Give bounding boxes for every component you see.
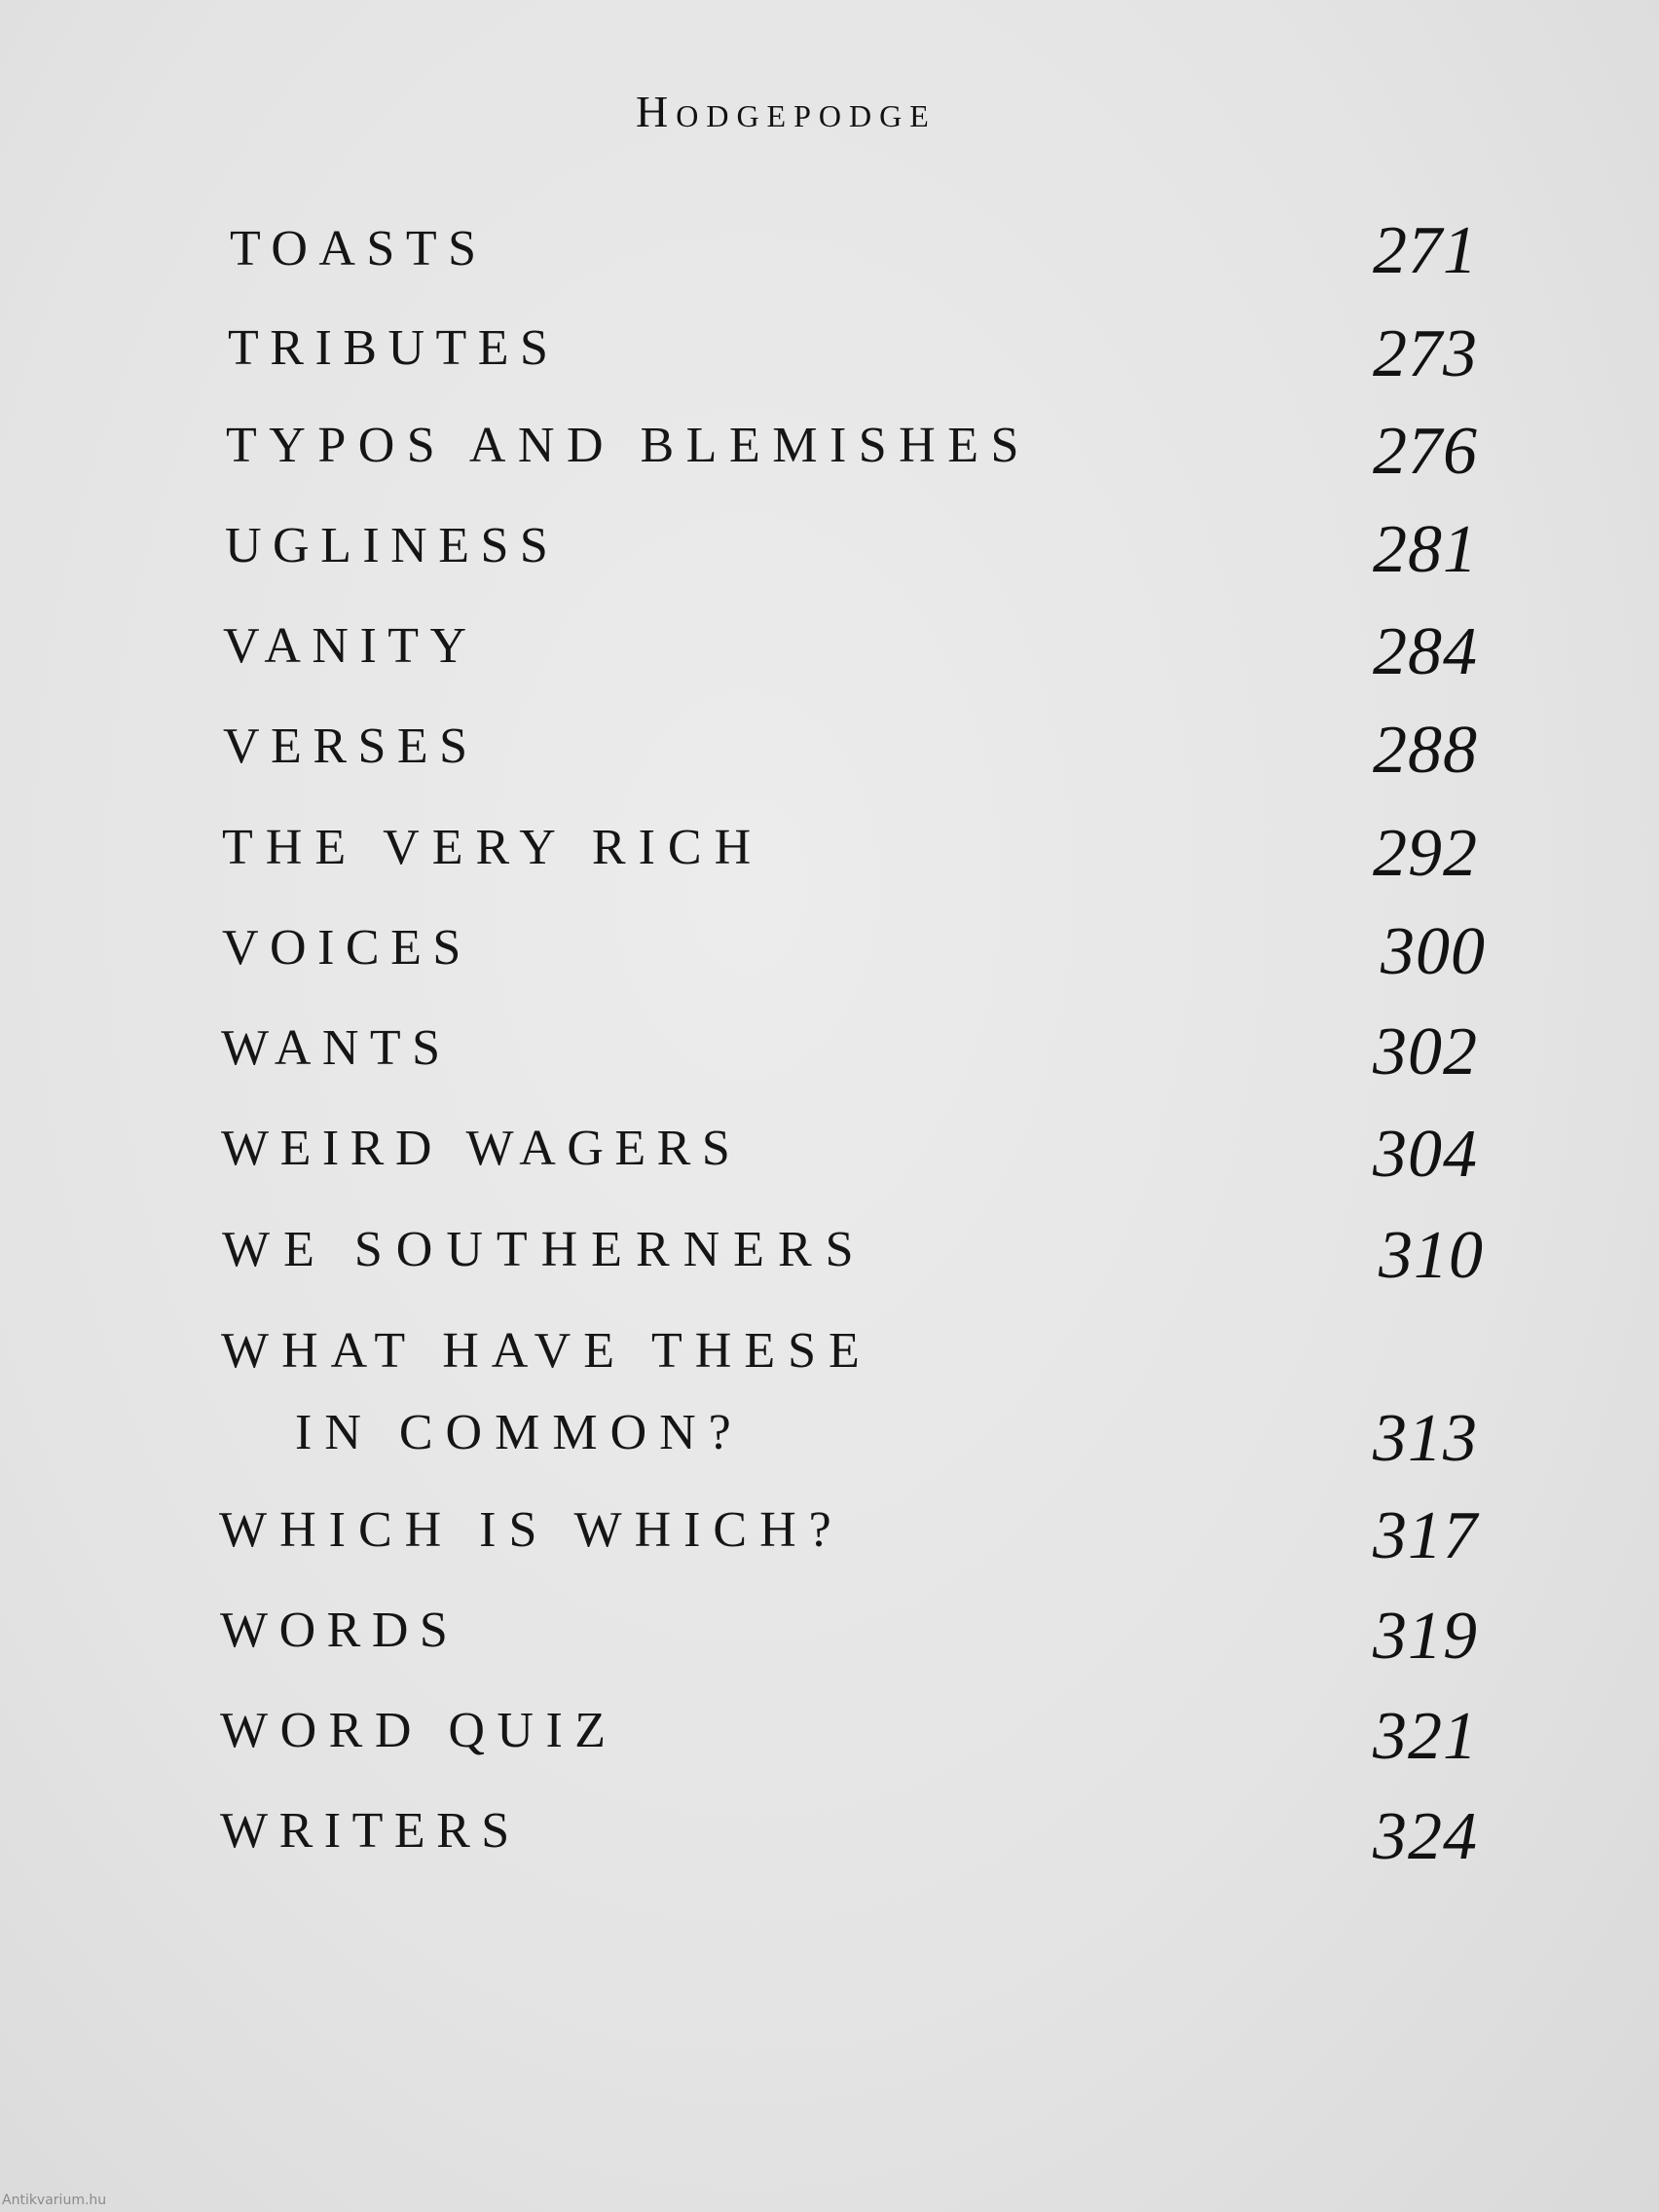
toc-entry bbox=[0, 312, 1659, 389]
toc-entry-title: UGLINESS bbox=[225, 518, 560, 573]
toc-entry-title: WANTS bbox=[221, 1020, 452, 1076]
toc-entry-title: WRITERS bbox=[220, 1803, 521, 1859]
running-head: Hodgepodge bbox=[636, 87, 937, 136]
toc-entry-page: 281 bbox=[1373, 512, 1478, 587]
toc-entry-page: 313 bbox=[1373, 1401, 1478, 1476]
toc-entry-page: 317 bbox=[1373, 1498, 1478, 1573]
toc-entry-title: WORDS bbox=[220, 1603, 460, 1658]
toc-entry-page: 310 bbox=[1379, 1218, 1484, 1293]
toc-entry-page: 302 bbox=[1373, 1014, 1478, 1089]
toc-entry-page: 324 bbox=[1373, 1799, 1478, 1874]
toc-entry-title: TYPOS AND BLEMISHES bbox=[226, 418, 1031, 473]
toc-entry bbox=[0, 811, 1659, 889]
toc-entry-title: THE VERY RICH bbox=[222, 820, 764, 875]
toc-entry-page: 271 bbox=[1373, 213, 1478, 288]
toc-entry bbox=[0, 1213, 1659, 1291]
toc-entry bbox=[0, 509, 1659, 587]
toc-entry bbox=[0, 212, 1659, 290]
toc-entry bbox=[0, 911, 1659, 989]
toc-entry bbox=[0, 1493, 1659, 1571]
toc-entry-title: WEIRD WAGERS bbox=[221, 1121, 742, 1176]
toc-entry-page: 288 bbox=[1373, 713, 1478, 788]
toc-entry-title: VERSES bbox=[223, 719, 479, 774]
watermark-text: Antikvarium.hu bbox=[2, 2193, 107, 2208]
toc-entry-title: TRIBUTES bbox=[228, 320, 560, 376]
toc-entry-page: 292 bbox=[1373, 816, 1478, 891]
toc-entry bbox=[0, 710, 1659, 788]
toc-entry-title: WE SOUTHERNERS bbox=[222, 1222, 867, 1277]
toc-entry bbox=[0, 1794, 1659, 1872]
toc-entry bbox=[0, 609, 1659, 687]
toc-entry bbox=[0, 1314, 1659, 1480]
toc-entry-page: 319 bbox=[1373, 1599, 1478, 1674]
toc-entry-page: 300 bbox=[1381, 914, 1486, 989]
toc-entry-page: 304 bbox=[1373, 1117, 1478, 1192]
toc-entry-title: WORD QUIZ bbox=[220, 1703, 618, 1758]
toc-entry-page: 273 bbox=[1373, 316, 1478, 391]
toc-entry bbox=[0, 1112, 1659, 1190]
toc-entry-title-continued: IN COMMON? bbox=[295, 1405, 744, 1460]
toc-entry-title: VANITY bbox=[223, 618, 478, 674]
toc-entry bbox=[0, 1594, 1659, 1672]
toc-entry-page: 321 bbox=[1373, 1699, 1478, 1774]
toc-entry-page: 276 bbox=[1373, 414, 1478, 489]
toc-entry bbox=[0, 1012, 1659, 1089]
toc-entry-page: 284 bbox=[1373, 614, 1478, 689]
toc-entry-title: VOICES bbox=[222, 920, 472, 976]
toc-entry-title: WHICH IS WHICH? bbox=[219, 1502, 844, 1558]
toc-entry bbox=[0, 1694, 1659, 1772]
toc-entry-title: WHAT HAVE THESE bbox=[221, 1323, 872, 1379]
toc-entry-title: TOASTS bbox=[230, 221, 488, 276]
toc-entry bbox=[0, 409, 1659, 487]
